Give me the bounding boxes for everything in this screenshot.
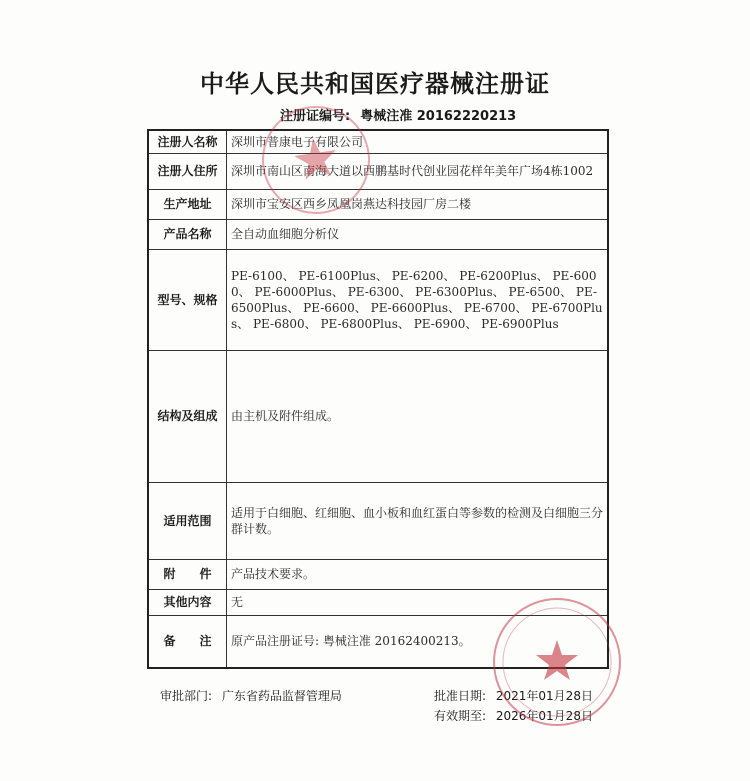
model-spec-label: 型号、规格	[148, 249, 227, 350]
production-address-label: 生产地址	[148, 189, 227, 219]
authority-seal-stamp	[493, 598, 621, 726]
remarks-label: 备 注	[148, 615, 227, 668]
table-row	[148, 189, 608, 219]
table-row	[148, 130, 608, 153]
other-content-label: 其他内容	[148, 589, 227, 615]
registration-number-label: 注册证编号:	[280, 109, 351, 124]
scope: 适用于白细胞、红细胞、血小板和血红蛋白等参数的检测及白细胞三分群计数。	[227, 482, 609, 559]
approval-date: 2021年01月28日	[495, 689, 593, 703]
company-seal-stamp	[255, 99, 377, 221]
valid-until-date: 2026年01月28日	[495, 709, 593, 723]
approval-date-label: 批准日期:	[434, 689, 487, 703]
registrant-address-label: 注册人住所	[148, 153, 227, 189]
product-name-label: 产品名称	[148, 219, 227, 249]
table-row	[148, 219, 608, 249]
table-row	[148, 482, 608, 559]
registration-table	[147, 129, 609, 669]
approval-authority-line	[160, 687, 342, 704]
registrant-name: 深圳市普康电子有限公司	[227, 130, 609, 153]
star-icon	[292, 135, 339, 180]
approval-authority-label: 审批部门:	[160, 689, 213, 703]
approval-authority: 广东省药品监督管理局	[221, 689, 342, 703]
table-row	[148, 153, 608, 189]
attachments: 产品技术要求。	[227, 559, 609, 589]
scope-label: 适用范围	[148, 482, 227, 559]
certificate-title: 中华人民共和国医疗器械注册证	[200, 70, 550, 98]
registrant-name-label: 注册人名称	[148, 130, 227, 153]
production-address: 深圳市宝安区西乡凤凰岗燕达科技园厂房二楼	[227, 189, 609, 219]
remarks: 原产品注册证号: 粤械注准 20162400213。	[227, 615, 609, 668]
model-spec: PE-6100、 PE-6100Plus、 PE-6200、 PE-6200Plus、 PE-6000、 PE-6000Plus、 PE-6300、 PE-6300Plus、 PE-6500、 PE-6500Plus、 PE-6600、 PE-6600Plus、 PE-6700、 PE-6700Plus、 PE-6800、 PE-6800Plus、 PE-6900、 PE-6900Plus	[227, 249, 609, 350]
registration-number: 粤械注准 20162220213	[360, 109, 517, 124]
star-icon	[536, 640, 578, 680]
table-row	[148, 559, 608, 589]
other-content: 无	[227, 589, 609, 615]
structure: 由主机及附件组成。	[227, 350, 609, 482]
product-name: 全自动血细胞分析仪	[227, 219, 609, 249]
authority-seal-graphic	[495, 600, 619, 724]
attachments-label: 附 件	[148, 559, 227, 589]
company-seal-graphic	[257, 101, 374, 218]
valid-until-label: 有效期至:	[434, 709, 487, 723]
table-row	[148, 350, 608, 482]
registrant-address: 深圳市南山区南海大道以西鹏基时代创业园花样年美年广场4栋1002	[227, 153, 609, 189]
structure-label: 结构及组成	[148, 350, 227, 482]
table-row	[148, 249, 608, 350]
